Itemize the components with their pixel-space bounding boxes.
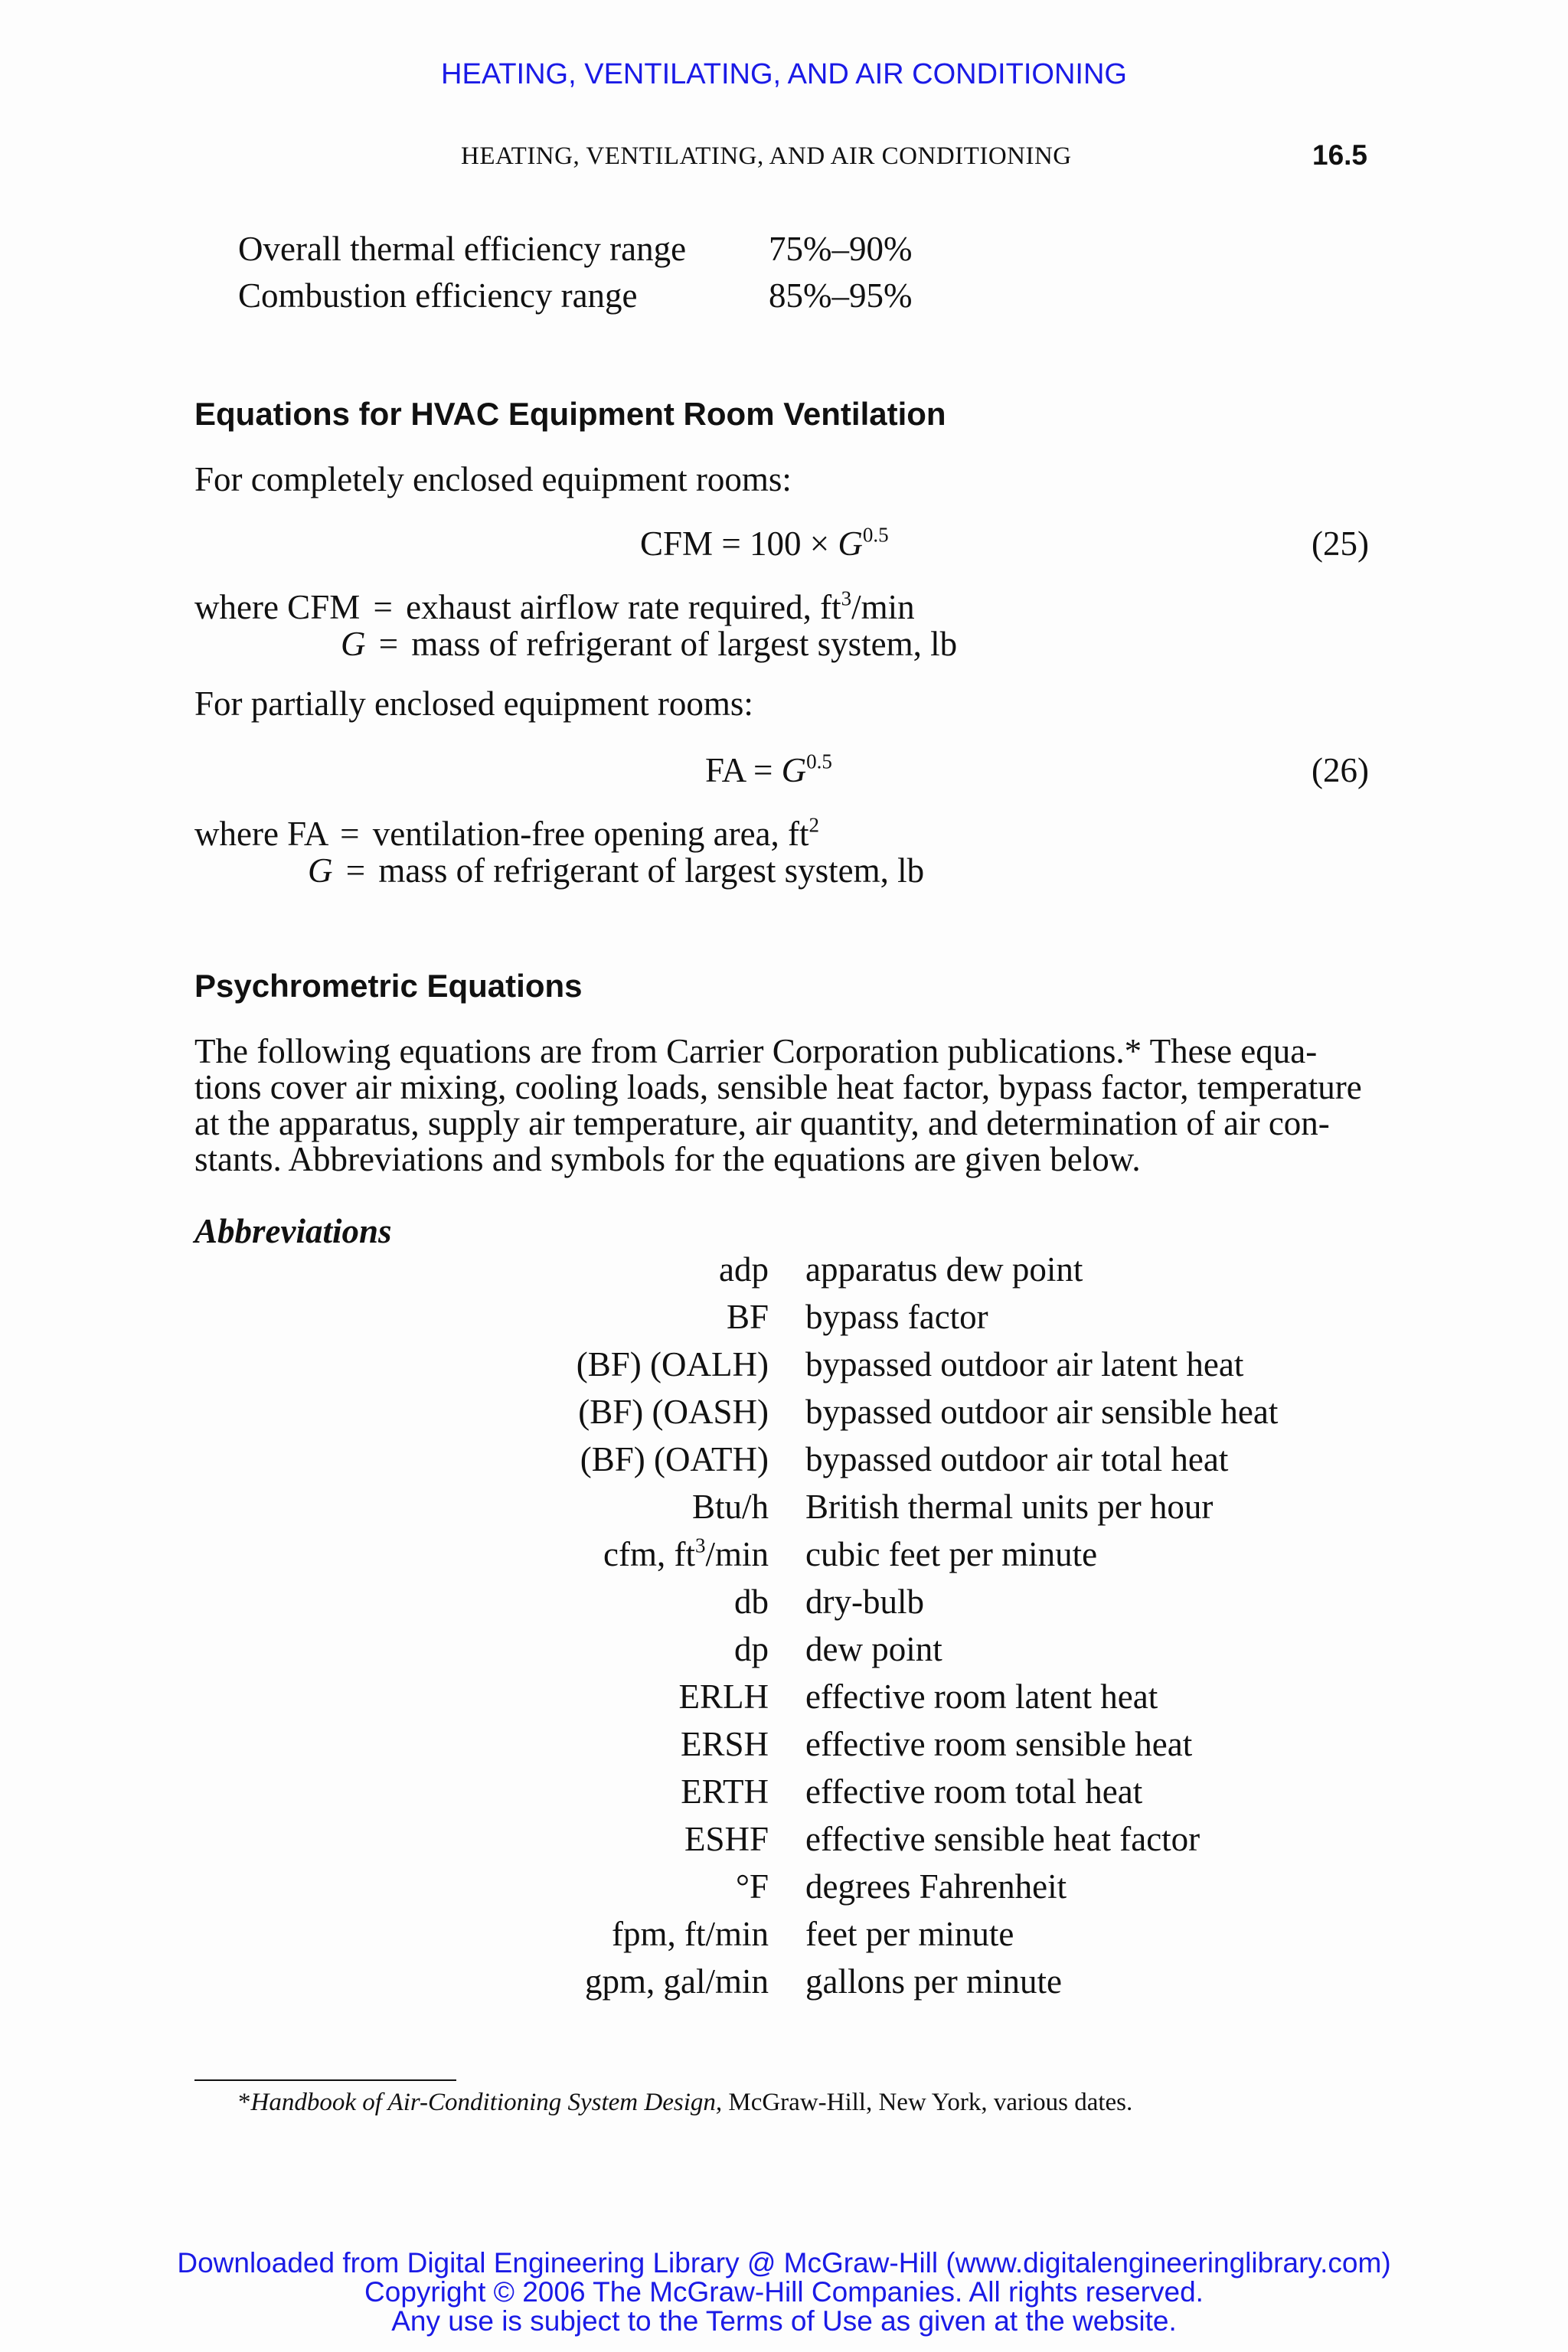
abbreviation-row [0,1250,1568,1297]
abbreviations-list [0,1250,1568,2023]
equation-26-number: (26) [1312,751,1369,789]
abbr-value: effective room total heat [805,1772,1143,1811]
footnote-marker: * [238,2089,251,2116]
abbr-value: bypass factor [805,1298,988,1336]
paragraph-line-2: tions cover air mixing, cooling loads, sensible heat factor, bypass factor, temperature [194,1068,1362,1106]
abbreviation-row [0,1487,1568,1534]
abbr-value: effective room latent heat [805,1677,1158,1716]
abbreviation-row [0,1582,1568,1629]
abbr-key: ERLH [678,1677,769,1716]
footnote-rule [194,2079,456,2081]
where26-row-2 [308,851,924,890]
abbreviation-row [0,1297,1568,1344]
footer-copyright[interactable]: Copyright © 2006 The McGraw-Hill Companies. All rights reserved. [364,2276,1204,2308]
abbreviation-row [0,1819,1568,1867]
page-number: 16.5 [1312,139,1368,171]
eq25-var: G [838,524,863,563]
abbr-key: (BF) (OATH) [580,1440,769,1478]
eq25-coef: 100 × [749,524,830,563]
footer-terms[interactable]: Any use is subject to the Terms of Use as given at the website. [391,2305,1177,2337]
abbr-key: ESHF [684,1820,769,1858]
abbr-key: adp [719,1250,769,1289]
banner-top[interactable]: HEATING, VENTILATING, AND AIR CONDITIONING [441,58,1127,90]
abbr-value: dew point [805,1630,942,1668]
where25-lead: where CFM [194,588,361,626]
abbr-key: ERSH [680,1725,769,1763]
efficiency-value-combustion: 85%–95% [769,276,913,315]
abbr-key-sup: 3 [694,1534,706,1557]
efficiency-value-overall: 75%–90% [769,230,913,268]
abbr-key: °F [735,1867,769,1906]
abbreviation-row [0,1629,1568,1677]
equation-26 [705,750,832,790]
abbr-value: degrees Fahrenheit [805,1867,1067,1906]
abbreviation-row [0,1344,1568,1392]
abbr-key: (BF) (OALH) [576,1345,769,1383]
eq25-lhs: CFM [640,524,714,563]
abbreviation-row [0,1772,1568,1819]
abbreviation-row [0,1534,1568,1582]
abbr-key-post: /min [705,1535,769,1573]
where26-eq-2: = [345,851,366,890]
ventilation-heading: Equations for HVAC Equipment Room Ventilation [194,396,946,432]
abbreviation-row [0,1867,1568,1914]
where25-eq-2: = [378,625,399,663]
partial-intro: For partially enclosed equipment rooms: [194,684,753,723]
where26-def-2: mass of refrigerant of largest system, lb [378,851,925,890]
footnote-rest: McGraw-Hill, New York, various dates. [728,2089,1133,2116]
abbr-key: gpm, gal/min [585,1962,769,2001]
abbr-value: effective room sensible heat [805,1725,1193,1763]
abbr-value: British thermal units per hour [805,1488,1214,1526]
where25-eq: = [373,588,393,626]
enclosed-intro: For completely enclosed equipment rooms: [194,460,792,498]
abbr-value: dry-bulb [805,1583,924,1621]
abbr-value: feet per minute [805,1915,1014,1953]
abbr-key: (BF) (OASH) [578,1393,769,1431]
equation-25 [640,524,889,564]
where26-def: ventilation-free opening area, ft [372,815,809,853]
running-head-title: HEATING, VENTILATING, AND AIR CONDITIONING [461,142,1072,170]
eq26-var: G [781,751,807,789]
abbreviations-heading: Abbreviations [194,1212,392,1250]
abbreviation-row [0,1392,1568,1439]
abbr-value: bypassed outdoor air latent heat [805,1345,1244,1383]
abbr-key: Btu/h [691,1488,769,1526]
abbr-key: BF [726,1298,769,1336]
footnote [238,2089,1132,2117]
efficiency-label-overall: Overall thermal efficiency range [238,230,687,268]
where26-row-1 [194,814,819,854]
efficiency-label-combustion: Combustion efficiency range [238,276,638,315]
where25-def: exhaust airflow rate required, ft [406,588,841,626]
abbr-key: db [734,1583,769,1621]
where25-var-g: G [341,625,366,663]
where26-eq: = [340,815,360,853]
abbr-key: dp [734,1630,769,1668]
eq26-op: = [753,751,773,789]
where26-def-sup: 2 [808,813,820,837]
where25-def-2: mass of refrigerant of largest system, lb [411,625,958,663]
footer-download-link[interactable]: Downloaded from Digital Engineering Library @ McGraw-Hill (www.digitalengineeringlibrary.com) [177,2247,1391,2278]
where25-def-tail: /min [851,588,915,626]
footnote-title: Handbook of Air-Conditioning System Design, [250,2089,723,2116]
psychrometric-paragraph [194,1034,1370,1178]
abbreviation-row [0,1439,1568,1487]
where26-var-g: G [308,851,333,890]
abbr-value: gallons per minute [805,1962,1062,2001]
abbreviation-row [0,1914,1568,1962]
paragraph-line-4: stants. Abbreviations and symbols for the equations are given below. [194,1140,1141,1178]
eq26-exponent: 0.5 [806,750,832,773]
paragraph-line-1: The following equations are from Carrier Corporation publications.* These equa- [194,1032,1318,1070]
where25-def-sup: 3 [841,586,852,610]
abbr-value: cubic feet per minute [805,1535,1098,1573]
where25-row-2 [341,624,957,664]
abbreviation-row [0,1677,1568,1724]
equation-25-number: (25) [1312,524,1369,563]
abbr-key: fpm, ft/min [612,1915,769,1953]
psychrometric-heading: Psychrometric Equations [194,968,583,1004]
abbr-key: ERTH [681,1772,769,1811]
where26-lead: where FA [194,815,327,853]
eq25-exponent: 0.5 [862,523,889,547]
abbreviation-row [0,1962,1568,2009]
abbr-value: bypassed outdoor air total heat [805,1440,1229,1478]
abbr-value: bypassed outdoor air sensible heat [805,1393,1279,1431]
abbr-key [603,1534,769,1574]
paragraph-line-3: at the apparatus, supply air temperature, air quantity, and determination of air con- [194,1104,1330,1142]
abbreviation-row [0,1724,1568,1772]
abbr-value: apparatus dew point [805,1250,1083,1289]
eq25-op: = [721,524,741,563]
abbr-value: effective sensible heat factor [805,1820,1200,1858]
eq26-lhs: FA [705,751,745,789]
where25-row-1 [194,587,915,627]
abbr-key-pre: cfm, ft [603,1535,695,1573]
